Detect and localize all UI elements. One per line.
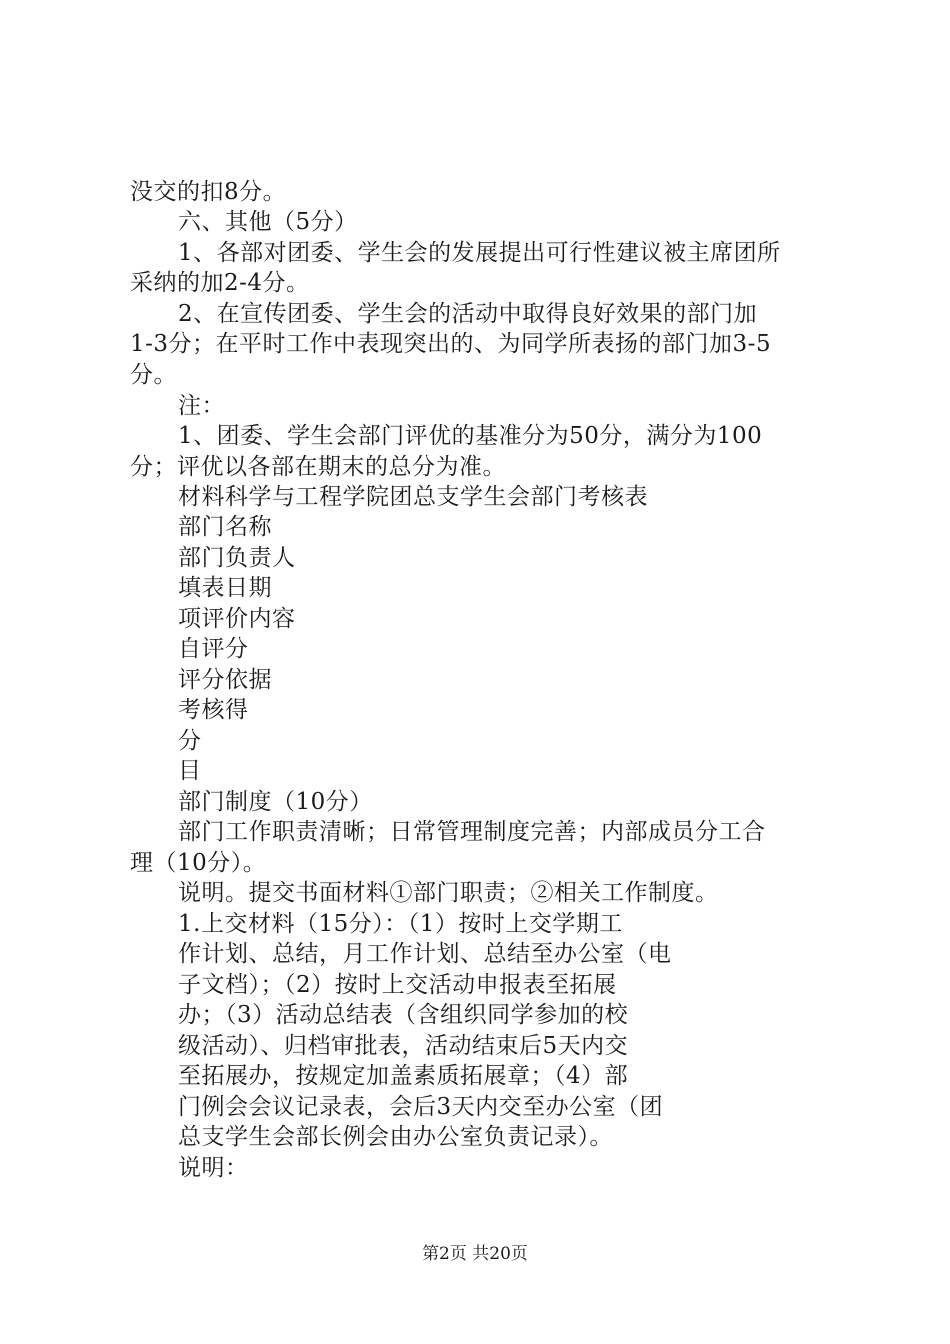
text-line: 总支学生会部长例会由办公室负责记录）。 (178, 1124, 613, 1150)
text-line: 作计划、总结，月工作计划、总结至办公室（电 (178, 941, 672, 967)
text-line: 理（10分）。 (130, 850, 267, 876)
table-label: 部门名称 (178, 514, 272, 540)
text-line: 1、团委、学生会部门评优的基准分为50分，满分为100 (178, 423, 763, 449)
table-label: 自评分 (178, 636, 249, 662)
table-label: 考核得 (178, 697, 249, 723)
text-line: 1.上交材料（15分）：（1）按时上交学期工 (178, 911, 623, 937)
text-line: 办；（3）活动总结表（含组织同学参加的校 (178, 1002, 629, 1028)
text-line: 没交的扣8分。 (130, 179, 287, 205)
table-label: 项评价内容 (178, 606, 296, 632)
text-line: 部门工作职责清晰；日常管理制度完善；内部成员分工合 (178, 819, 766, 845)
page-footer: 第2页 共20页 (422, 1244, 528, 1264)
text-line: 门例会会议记录表，会后3天内交至办公室（团 (178, 1094, 664, 1120)
table-label: 目 (178, 758, 202, 784)
table-item: 部门制度（10分） (178, 789, 373, 815)
text-line: 分；评优以各部在期末的总分为准。 (130, 454, 506, 480)
note-heading: 注： (178, 393, 225, 419)
text-line: 子文档）；（2）按时上交活动申报表至拓展 (178, 972, 617, 998)
text-line: 级活动）、归档审批表，活动结束后5天内交 (178, 1033, 629, 1059)
table-label: 部门负责人 (178, 545, 296, 571)
text-line: 分。 (130, 362, 177, 388)
text-line: 2、在宣传团委、学生会的活动中取得良好效果的部门加 (178, 301, 758, 327)
text-line: 采纳的加2-4分。 (130, 270, 310, 296)
table-label: 填表日期 (178, 575, 272, 601)
text-line: 至拓展办，按规定加盖素质拓展章；（4）部 (178, 1063, 629, 1089)
text-line: 1、各部对团委、学生会的发展提出可行性建议被主席团所 (178, 240, 781, 266)
table-title: 材料科学与工程学院团总支学生会部门考核表 (178, 484, 648, 510)
section-heading: 六、其他（5分） (178, 209, 358, 235)
text-line: 说明。提交书面材料①部门职责；②相关工作制度。 (178, 880, 719, 906)
table-label: 评分依据 (178, 667, 272, 693)
text-line: 说明： (178, 1155, 249, 1181)
table-label: 分 (178, 728, 202, 754)
text-line: 1-3分；在平时工作中表现突出的、为同学所表扬的部门加3-5 (130, 331, 772, 357)
